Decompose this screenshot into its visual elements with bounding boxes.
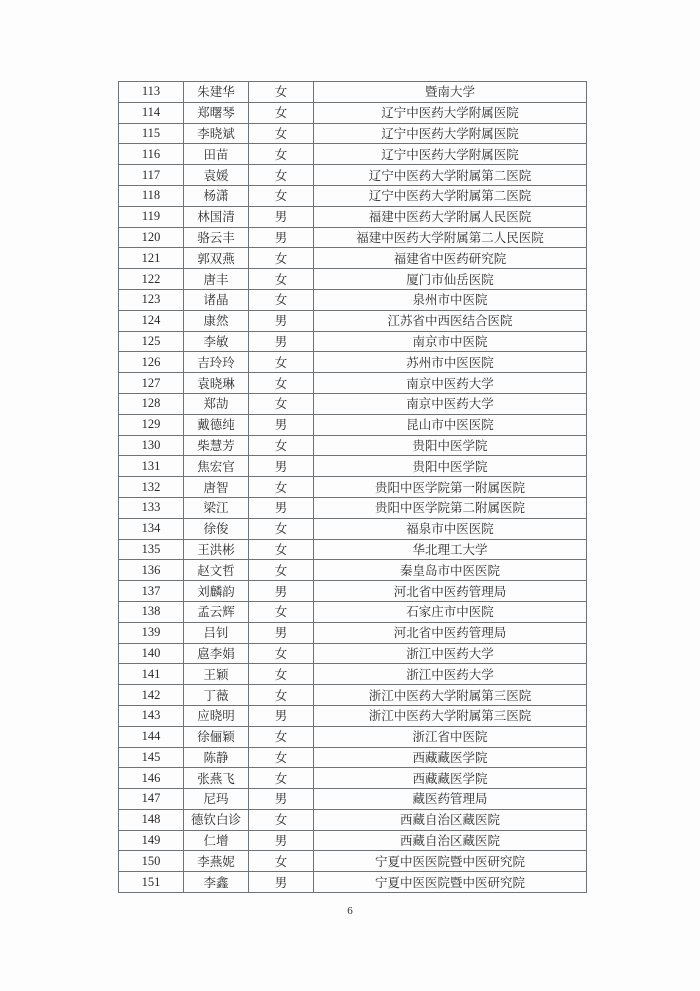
table-row: [119, 747, 587, 768]
row-number-cell: 138: [119, 601, 184, 622]
row-number-cell: 133: [119, 497, 184, 518]
name-cell: 朱建华: [184, 82, 249, 103]
row-number-cell: 118: [119, 185, 184, 206]
table-row: [119, 185, 587, 206]
organization-cell: 福建省中医药研究院: [314, 248, 587, 269]
row-number-cell: 131: [119, 456, 184, 477]
row-number-cell: 134: [119, 518, 184, 539]
table-row: [119, 165, 587, 186]
name-cell: 柴慧芳: [184, 435, 249, 456]
gender-cell: 女: [249, 851, 314, 872]
organization-cell: 南京市中医院: [314, 331, 587, 352]
name-cell: 尼玛: [184, 789, 249, 810]
table-row: [119, 393, 587, 414]
gender-cell: 女: [249, 289, 314, 310]
row-number-cell: 151: [119, 872, 184, 893]
row-number-cell: 132: [119, 477, 184, 498]
name-cell: 郑劼: [184, 393, 249, 414]
row-number-cell: 121: [119, 248, 184, 269]
name-cell: 刘麟韵: [184, 581, 249, 602]
table-row: [119, 664, 587, 685]
row-number-cell: 150: [119, 851, 184, 872]
table-row: [119, 477, 587, 498]
organization-cell: 辽宁中医药大学附属第二医院: [314, 185, 587, 206]
organization-cell: 南京中医药大学: [314, 393, 587, 414]
table-row: [119, 685, 587, 706]
table-row: [119, 622, 587, 643]
table-row: [119, 560, 587, 581]
name-cell: 田苗: [184, 144, 249, 165]
row-number-cell: 143: [119, 705, 184, 726]
table-row: [119, 643, 587, 664]
gender-cell: 女: [249, 643, 314, 664]
row-number-cell: 146: [119, 768, 184, 789]
name-cell: 戴德纯: [184, 414, 249, 435]
table-row: [119, 82, 587, 103]
name-cell: 骆云丰: [184, 227, 249, 248]
name-cell: 应晓明: [184, 705, 249, 726]
organization-cell: 华北理工大学: [314, 539, 587, 560]
name-cell: 徐俊: [184, 518, 249, 539]
organization-cell: 河北省中医药管理局: [314, 581, 587, 602]
gender-cell: 女: [249, 539, 314, 560]
table-row: [119, 830, 587, 851]
organization-cell: 暨南大学: [314, 82, 587, 103]
table-row: [119, 768, 587, 789]
name-cell: 李鑫: [184, 872, 249, 893]
organization-cell: 西藏自治区藏医院: [314, 809, 587, 830]
row-number-cell: 122: [119, 269, 184, 290]
name-cell: 赵文哲: [184, 560, 249, 581]
name-cell: 郑曙琴: [184, 102, 249, 123]
organization-cell: 昆山市中医医院: [314, 414, 587, 435]
name-cell: 孟云辉: [184, 601, 249, 622]
name-cell: 郭双燕: [184, 248, 249, 269]
name-cell: 扈李娟: [184, 643, 249, 664]
gender-cell: 男: [249, 206, 314, 227]
name-cell: 陈静: [184, 747, 249, 768]
table-row: [119, 269, 587, 290]
gender-cell: 女: [249, 747, 314, 768]
row-number-cell: 123: [119, 289, 184, 310]
row-number-cell: 129: [119, 414, 184, 435]
organization-cell: 福建中医药大学附属人民医院: [314, 206, 587, 227]
row-number-cell: 148: [119, 809, 184, 830]
organization-cell: 藏医药管理局: [314, 789, 587, 810]
table-row: [119, 289, 587, 310]
organization-cell: 辽宁中医药大学附属医院: [314, 144, 587, 165]
row-number-cell: 140: [119, 643, 184, 664]
row-number-cell: 128: [119, 393, 184, 414]
row-number-cell: 116: [119, 144, 184, 165]
row-number-cell: 115: [119, 123, 184, 144]
organization-cell: 西藏藏医学院: [314, 747, 587, 768]
name-cell: 仁增: [184, 830, 249, 851]
name-cell: 梁江: [184, 497, 249, 518]
table-row: [119, 248, 587, 269]
organization-cell: 西藏自治区藏医院: [314, 830, 587, 851]
gender-cell: 男: [249, 622, 314, 643]
row-number-cell: 137: [119, 581, 184, 602]
table-row: [119, 518, 587, 539]
name-cell: 丁薇: [184, 685, 249, 706]
gender-cell: 女: [249, 726, 314, 747]
gender-cell: 男: [249, 414, 314, 435]
gender-cell: 女: [249, 768, 314, 789]
organization-cell: 宁夏中医医院暨中医研究院: [314, 872, 587, 893]
organization-cell: 辽宁中医药大学附属医院: [314, 102, 587, 123]
gender-cell: 女: [249, 560, 314, 581]
gender-cell: 女: [249, 664, 314, 685]
name-cell: 德钦白诊: [184, 809, 249, 830]
table-row: [119, 789, 587, 810]
table-row: [119, 352, 587, 373]
gender-cell: 男: [249, 705, 314, 726]
page-number: 6: [347, 905, 353, 917]
name-cell: 徐俪颖: [184, 726, 249, 747]
name-cell: 王颖: [184, 664, 249, 685]
gender-cell: 男: [249, 789, 314, 810]
gender-cell: 男: [249, 830, 314, 851]
organization-cell: 贵阳中医学院第二附属医院: [314, 497, 587, 518]
gender-cell: 女: [249, 82, 314, 103]
table-row: [119, 206, 587, 227]
table-row: [119, 373, 587, 394]
name-cell: 李敏: [184, 331, 249, 352]
organization-cell: 浙江中医药大学: [314, 664, 587, 685]
roster-table: [118, 81, 587, 893]
name-cell: 康然: [184, 310, 249, 331]
gender-cell: 女: [249, 393, 314, 414]
organization-cell: 福泉市中医医院: [314, 518, 587, 539]
name-cell: 李燕妮: [184, 851, 249, 872]
gender-cell: 女: [249, 102, 314, 123]
table-row: [119, 872, 587, 893]
gender-cell: 女: [249, 477, 314, 498]
name-cell: 杨潇: [184, 185, 249, 206]
gender-cell: 女: [249, 185, 314, 206]
gender-cell: 女: [249, 373, 314, 394]
table-row: [119, 123, 587, 144]
gender-cell: 男: [249, 456, 314, 477]
gender-cell: 女: [249, 248, 314, 269]
name-cell: 袁晓琳: [184, 373, 249, 394]
name-cell: 诸晶: [184, 289, 249, 310]
organization-cell: 江苏省中西医结合医院: [314, 310, 587, 331]
row-number-cell: 145: [119, 747, 184, 768]
row-number-cell: 130: [119, 435, 184, 456]
name-cell: 吕钊: [184, 622, 249, 643]
organization-cell: 石家庄市中医院: [314, 601, 587, 622]
table-row: [119, 809, 587, 830]
name-cell: 袁媛: [184, 165, 249, 186]
organization-cell: 辽宁中医药大学附属第二医院: [314, 165, 587, 186]
organization-cell: 河北省中医药管理局: [314, 622, 587, 643]
gender-cell: 男: [249, 310, 314, 331]
organization-cell: 浙江中医药大学附属第三医院: [314, 705, 587, 726]
organization-cell: 浙江省中医院: [314, 726, 587, 747]
row-number-cell: 126: [119, 352, 184, 373]
name-cell: 吉玲玲: [184, 352, 249, 373]
name-cell: 唐智: [184, 477, 249, 498]
organization-cell: 贵阳中医学院: [314, 456, 587, 477]
gender-cell: 女: [249, 123, 314, 144]
gender-cell: 男: [249, 227, 314, 248]
row-number-cell: 142: [119, 685, 184, 706]
row-number-cell: 119: [119, 206, 184, 227]
row-number-cell: 136: [119, 560, 184, 581]
organization-cell: 秦皇岛市中医医院: [314, 560, 587, 581]
gender-cell: 女: [249, 518, 314, 539]
organization-cell: 贵阳中医学院: [314, 435, 587, 456]
gender-cell: 男: [249, 331, 314, 352]
table-row: [119, 310, 587, 331]
table-row: [119, 102, 587, 123]
gender-cell: 女: [249, 601, 314, 622]
roster-table-body: [119, 82, 587, 893]
row-number-cell: 113: [119, 82, 184, 103]
gender-cell: 女: [249, 144, 314, 165]
row-number-cell: 139: [119, 622, 184, 643]
row-number-cell: 127: [119, 373, 184, 394]
row-number-cell: 135: [119, 539, 184, 560]
organization-cell: 贵阳中医学院第一附属医院: [314, 477, 587, 498]
table-row: [119, 539, 587, 560]
gender-cell: 男: [249, 581, 314, 602]
row-number-cell: 114: [119, 102, 184, 123]
row-number-cell: 141: [119, 664, 184, 685]
table-row: [119, 435, 587, 456]
organization-cell: 宁夏中医医院暨中医研究院: [314, 851, 587, 872]
name-cell: 焦宏官: [184, 456, 249, 477]
organization-cell: 福建中医药大学附属第二人民医院: [314, 227, 587, 248]
gender-cell: 男: [249, 872, 314, 893]
gender-cell: 女: [249, 685, 314, 706]
name-cell: 李晓斌: [184, 123, 249, 144]
row-number-cell: 125: [119, 331, 184, 352]
name-cell: 唐丰: [184, 269, 249, 290]
organization-cell: 泉州市中医院: [314, 289, 587, 310]
gender-cell: 女: [249, 165, 314, 186]
row-number-cell: 147: [119, 789, 184, 810]
row-number-cell: 120: [119, 227, 184, 248]
table-row: [119, 705, 587, 726]
table-row: [119, 851, 587, 872]
table-row: [119, 581, 587, 602]
name-cell: 林国清: [184, 206, 249, 227]
gender-cell: 女: [249, 352, 314, 373]
row-number-cell: 149: [119, 830, 184, 851]
table-row: [119, 601, 587, 622]
organization-cell: 浙江中医药大学附属第三医院: [314, 685, 587, 706]
row-number-cell: 124: [119, 310, 184, 331]
table-row: [119, 414, 587, 435]
organization-cell: 西藏藏医学院: [314, 768, 587, 789]
organization-cell: 浙江中医药大学: [314, 643, 587, 664]
gender-cell: 女: [249, 435, 314, 456]
row-number-cell: 144: [119, 726, 184, 747]
organization-cell: 南京中医药大学: [314, 373, 587, 394]
table-row: [119, 456, 587, 477]
name-cell: 王洪彬: [184, 539, 249, 560]
row-number-cell: 117: [119, 165, 184, 186]
organization-cell: 厦门市仙岳医院: [314, 269, 587, 290]
name-cell: 张燕飞: [184, 768, 249, 789]
table-row: [119, 227, 587, 248]
gender-cell: 女: [249, 269, 314, 290]
gender-cell: 女: [249, 809, 314, 830]
gender-cell: 男: [249, 497, 314, 518]
organization-cell: 辽宁中医药大学附属医院: [314, 123, 587, 144]
organization-cell: 苏州市中医医院: [314, 352, 587, 373]
table-row: [119, 331, 587, 352]
table-row: [119, 497, 587, 518]
table-row: [119, 144, 587, 165]
table-row: [119, 726, 587, 747]
